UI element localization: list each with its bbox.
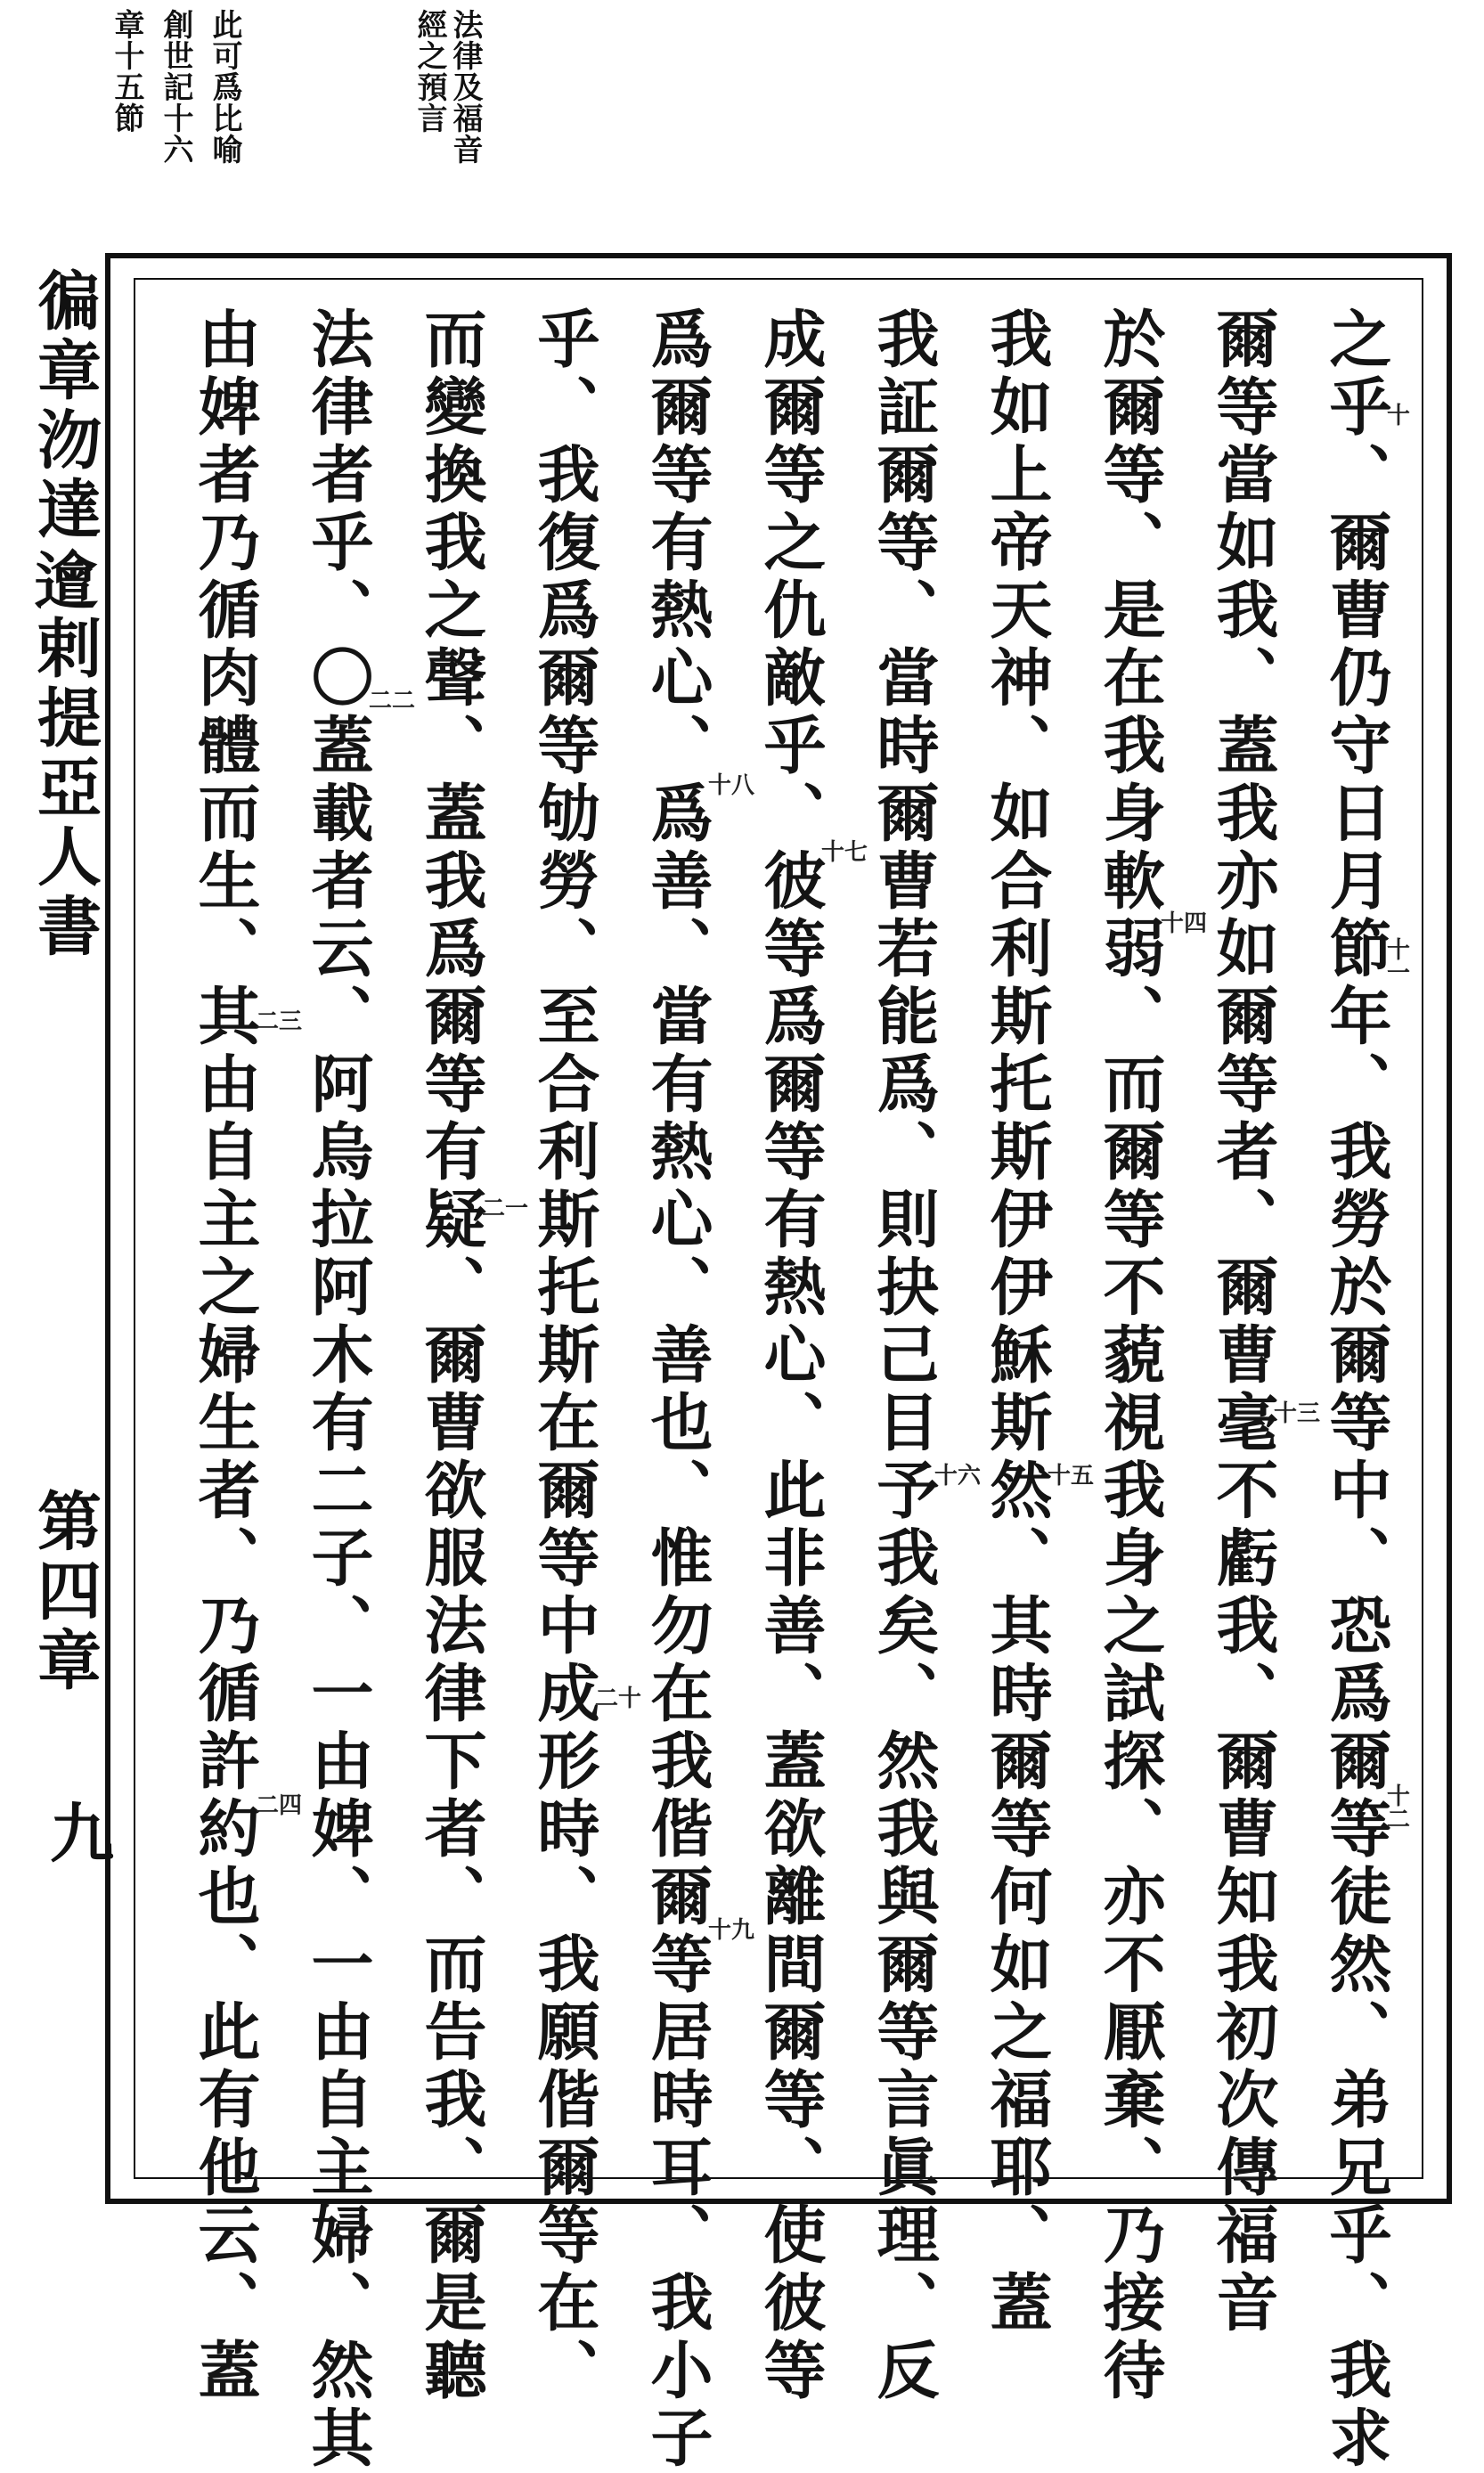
headnote-line: 法律及福音 xyxy=(447,9,483,165)
verse-number: 二十 xyxy=(595,1685,642,1712)
verse-number: 十 xyxy=(1387,403,1411,429)
headnote-line: 章十五節 xyxy=(109,9,144,134)
verse-number: 二二 xyxy=(369,688,416,714)
text-column: 之乎、爾曹仍守日月節年、我勞於爾等中、恐爲爾等徒然、弟兄乎、我求 xyxy=(1319,306,1393,2473)
page-frame xyxy=(105,253,1452,2473)
text-column: 而變換我之聲、蓋我爲爾等有疑、爾曹欲服法律下者、而告我、爾是聽 xyxy=(414,306,488,2405)
text-column: 我如上帝天神、如合利斯托斯伊伊穌斯然、其時爾等何如之福耶、蓋 xyxy=(980,306,1054,2338)
verse-number: 十九 xyxy=(708,1917,755,1944)
chapter-label: 第四章 xyxy=(27,1488,102,1696)
verse-number: 二一 xyxy=(482,1196,529,1222)
verse-number: 二三 xyxy=(256,1008,303,1035)
book-title: 徧章沕達𨗥剌提亞人書 xyxy=(27,267,102,962)
text-column: 乎、我復爲爾等劬勞、至合利斯托斯在爾等中成形時、我願偕爾等在、 xyxy=(527,306,601,2405)
verse-number: 十一 xyxy=(1387,937,1411,987)
verse-number: 十五 xyxy=(1048,1463,1095,1490)
verse-number: 十三 xyxy=(1274,1400,1321,1427)
page-margin xyxy=(14,267,115,1864)
headnote-line: 經之預言 xyxy=(412,9,447,134)
verse-number: 十四 xyxy=(1161,910,1208,937)
text-column: 我証爾等、當時爾曹若能爲、則抉己目予我矣、然我與爾等言眞理、反 xyxy=(867,306,941,2405)
text-column: 由婢者乃循肉體而生、其由自主之婦生者、乃循許約也、此有他云、蓋 xyxy=(188,306,262,2405)
verse-number: 二四 xyxy=(256,1792,303,1819)
verse-number: 十六 xyxy=(934,1463,982,1490)
verse-number: 十二 xyxy=(1387,1783,1411,1833)
text-column: 於爾等、是在我身軟弱、而爾等不藐視我身之試探、亦不厭棄、乃接待 xyxy=(1093,306,1167,2405)
text-column: 法律者乎、〇蓋載者云、阿烏拉阿木有二子、一由婢、一由自主婦、然其 xyxy=(301,306,375,2473)
headnote-line: 此可爲比喻 xyxy=(207,9,242,165)
text-column: 爾等當如我、蓋我亦如爾等者、爾曹毫不虧我、爾曹知我初次傳福音 xyxy=(1206,306,1280,2338)
headnote xyxy=(98,9,490,249)
page-number: 九 xyxy=(39,1800,115,1864)
text-column: 成爾等之仇敵乎、彼等爲爾等有熱心、此非善、蓋欲離間爾等、使彼等 xyxy=(754,306,828,2405)
headnote-line: 創世記十六 xyxy=(158,9,193,165)
text-block xyxy=(134,278,1423,2473)
verse-number: 十八 xyxy=(708,772,755,799)
verse-number: 十七 xyxy=(821,839,868,866)
text-column: 爲爾等有熱心、爲善、當有熱心、善也、惟勿在我偕爾等居時耳、我小子 xyxy=(640,306,714,2473)
